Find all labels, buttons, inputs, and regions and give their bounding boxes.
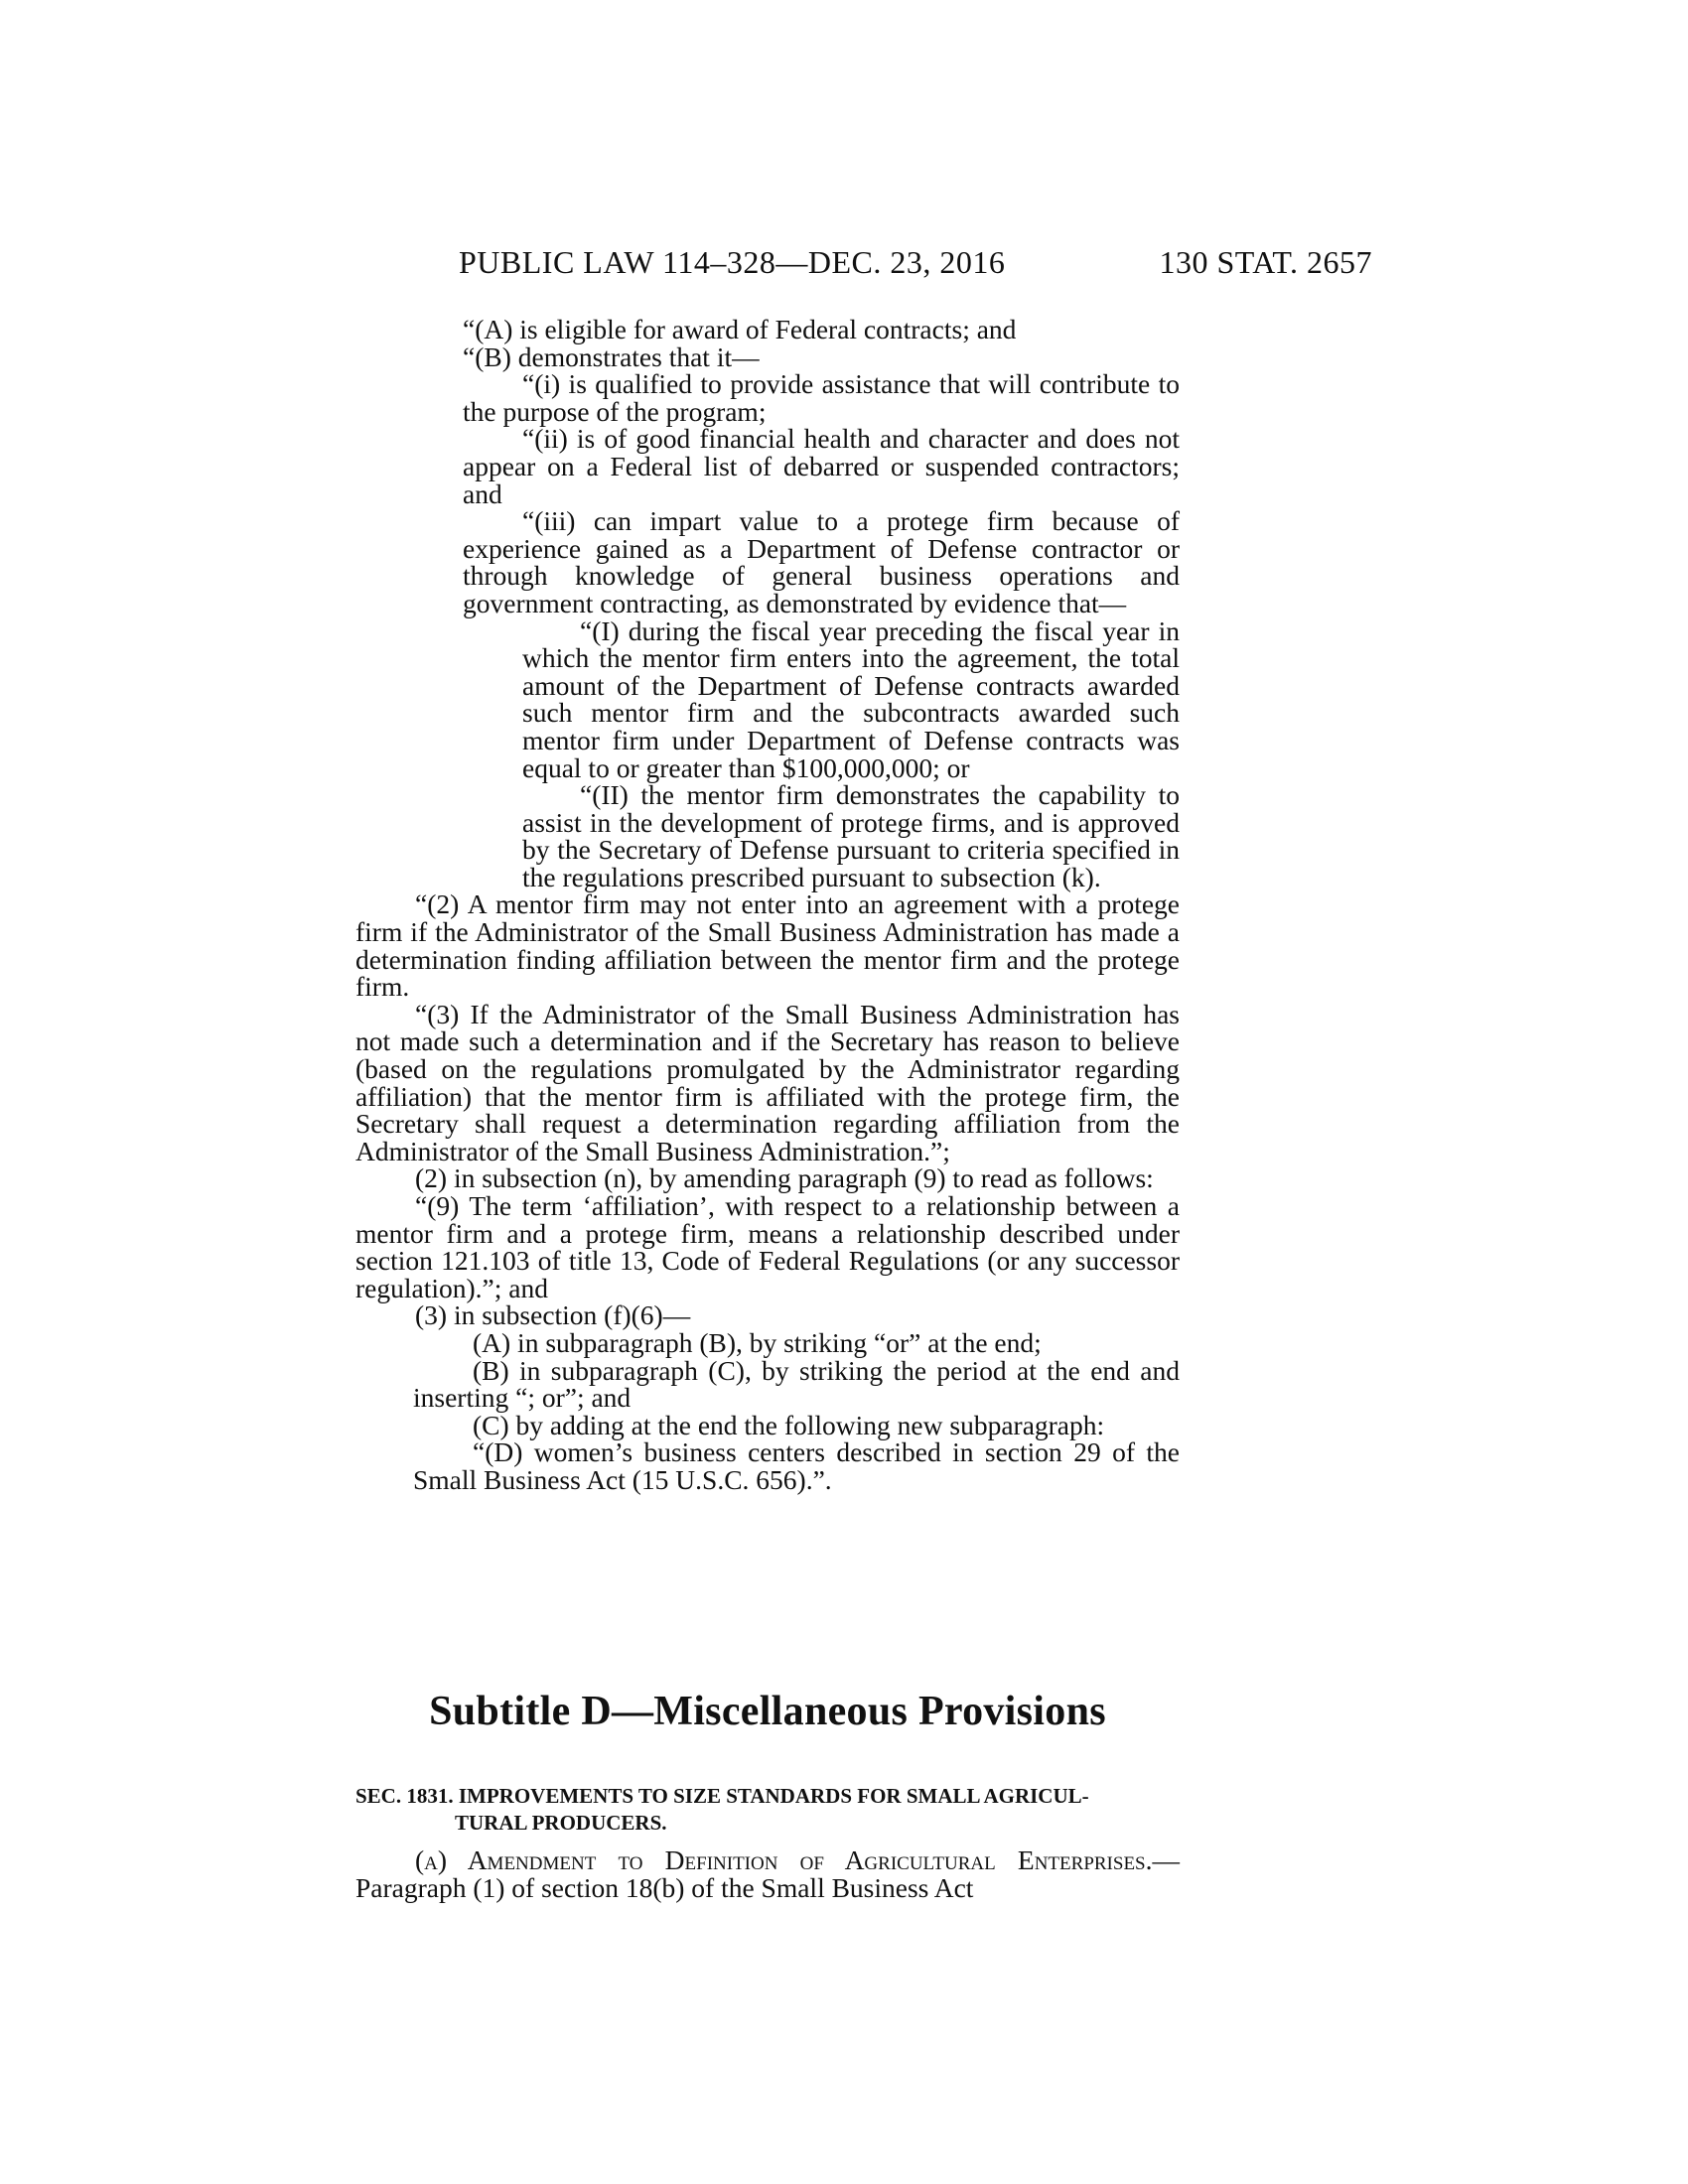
amendment-paragraph (355, 1846, 1180, 1902)
clause-block-upper-roman (522, 614, 1180, 892)
clause-iii: “(iii) can impart value to a protege firm because of experience gained as a Department of Defense contractor or through knowledge of general business operations and government contracting, as demonstrated by evidence that— (463, 505, 1180, 618)
amendment-text: —Paragraph (1) of section 18(b) of the Small Business Act (355, 1844, 1180, 1903)
clause-block-a-b (463, 316, 1180, 370)
statute-page-number: 130 STAT. 2657 (1159, 244, 1372, 280)
section-heading-line-2: TURAL PRODUCERS. (455, 1811, 667, 1835)
amendment-item-2: (2) in subsection (n), by amending paragraph (9) to read as follows: (415, 1162, 1154, 1194)
clause-II: “(II) the mentor firm demonstrates the capability to assist in the development of protege firms, and is approved by the Secretary of Defense pursuant to criteria specified in the regulations prescribed pursuant to subsection (k). (522, 779, 1180, 892)
section-heading-line-1: SEC. 1831. IMPROVEMENTS TO SIZE STANDARDS FOR SMALL AGRICUL- (355, 1784, 1089, 1808)
paragraph-3: “(3) If the Administrator of the Small Business Administration has not made such a determination and if the Secretary has reason to believe (based on the regulations promulgated by the Administrator regarding affiliation) that the mentor firm is affiliated with the protege firm, the Secretary shall request a determination regarding affiliation from the Administrator of the Small Business Administration.”; (355, 998, 1180, 1166)
subparagraph-a: (A) in subparagraph (B), by striking “or” at the end; (473, 1326, 1042, 1358)
amendment-label: (a) Amendment to Definition of Agricultural Enterprises. (415, 1844, 1153, 1875)
clause-block-roman (463, 370, 1180, 616)
subtitle-heading: Subtitle D—Miscellaneous Provisions (429, 1689, 1106, 1734)
subparagraph-c: (C) by adding at the end the following new subparagraph: (473, 1409, 1105, 1440)
clause-I: “(I) during the fiscal year preceding the fiscal year in which the mentor firm enters into the agreement, the total amount of the Department of Defense contracts awarded such mentor firm and the subcontracts awarded such mentor firm under Department of Defense contracts was equal to or greater than $100,000,000; or (522, 614, 1180, 783)
page-header (459, 244, 1372, 284)
clause-b: “(B) demonstrates that it— (463, 341, 760, 372)
subparagraph-b: (B) in subparagraph (C), by striking the period at the end and inserting “; or”; and (413, 1354, 1180, 1414)
subparagraph-block (413, 1326, 1180, 1495)
clause-a: “(A) is eligible for award of Federal contracts; and (463, 314, 1017, 344)
statute-body (355, 316, 1180, 1494)
paragraph-2: “(2) A mentor firm may not enter into an agreement with a protege firm if the Administrator of the Small Business Administration has made a determination finding affiliation between the mentor firm and the protege firm. (355, 888, 1180, 1003)
subparagraph-d: “(D) women’s business centers described in section 29 of the Small Business Act (15 U.S.C. 656).”. (413, 1436, 1180, 1495)
clause-i: “(i) is qualified to provide assistance that will contribute to the purpose of the program; (463, 368, 1180, 427)
amendment-item-3: (3) in subsection (f)(6)— (415, 1299, 691, 1331)
public-law-citation: PUBLIC LAW 114–328—DEC. 23, 2016 (459, 244, 1006, 280)
clause-ii: “(ii) is of good financial health and character and does not appear on a Federal list of debarred or suspended contractors; and (463, 423, 1180, 509)
section-heading (355, 1783, 1180, 1837)
paragraph-9: “(9) The term ‘affiliation’, with respect to a relationship between a mentor firm and a protege firm, means a relationship described under section 121.103 of title 13, Code of Federal Regulations (or any successor regulation).”; and (355, 1190, 1180, 1303)
